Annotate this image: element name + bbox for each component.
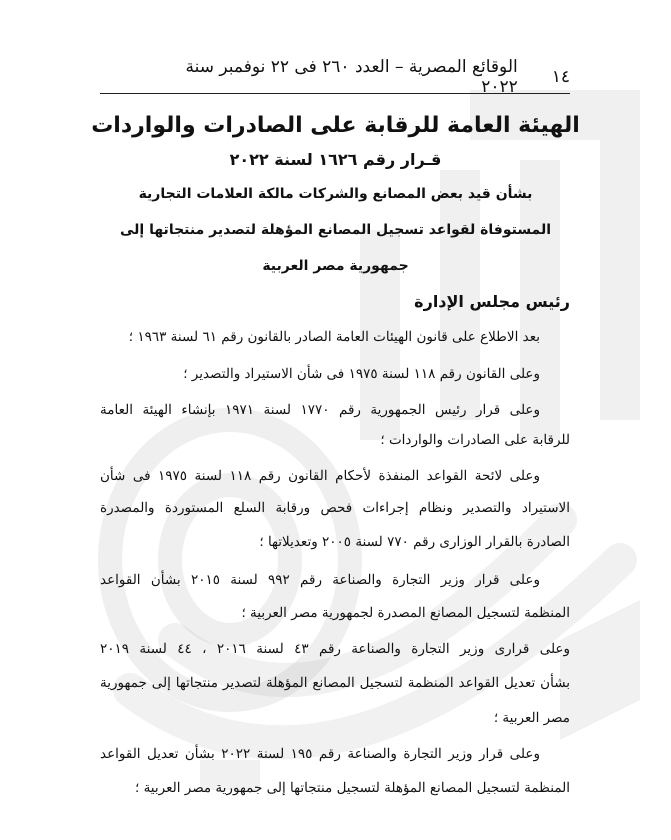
subject-line: المستوفاة لقواعد تسجيل المصانع المؤهلة لتصدير منتجاتها إلى [119,222,552,238]
body-line: بعد الاطلاع على قانون الهيئات العامة الصادر بالقانون رقم ٦١ لسنة ١٩٦٣ ؛ [128,329,540,345]
body-line: وعلى قرار وزير التجارة والصناعة رقم ١٩٥ لسنة ٢٠٢٢ بشأن تعديل القواعد [100,746,540,762]
issuer-heading: رئيس مجلس الإدارة [414,292,570,311]
gazette-issue-title: الوقائع المصرية – العدد ٢٦٠ فى ٢٢ نوفمبر سنة ٢٠٢٢ [185,57,518,97]
body-line: بشأن تعديل القواعد المنظمة لتسجيل المصانع المؤهلة لتصدير منتجاتها إلى جمهورية [100,675,570,691]
body-line: وعلى قرار رئيس الجمهورية رقم ١٧٧٠ لسنة ١٩٧١ بإنشاء الهيئة العامة [100,402,540,418]
authority-title: الهيئة العامة للرقابة على الصادرات والواردات [91,113,580,138]
body-line: وعلى قرارى وزير التجارة والصناعة رقم ٤٣ لسنة ٢٠١٦ ، ٤٤ لسنة ٢٠١٩ [100,641,570,657]
body-line: وعلى القانون رقم ١١٨ لسنة ١٩٧٥ فى شأن الاستيراد والتصدير ؛ [183,366,540,382]
page-number: ١٤ [551,67,570,87]
body-line: للرقابة على الصادرات والواردات ؛ [380,432,570,448]
body-line: المنظمة لتسجيل المصانع المؤهلة لتسجيل منتجاتها إلى جمهورية مصر العربية ؛ [134,780,570,796]
body-line: وعلى لائحة القواعد المنفذة لأحكام القانون رقم ١١٨ لسنة ١٩٧٥ فى شأن [100,468,540,484]
decree-title: قـرار رقم ١٦٢٦ لسنة ٢٠٢٢ [229,150,442,169]
subject-line: بشأن قيد بعض المصانع والشركات مالكة العلامات التجارية [138,186,533,202]
body-line: المنظمة لتسجيل المصانع المصدرة لجمهورية مصر العربية ؛ [241,605,570,621]
body-line: وعلى قرار وزير التجارة والصناعة رقم ٩٩٢ لسنة ٢٠١٥ بشأن القواعد [100,572,540,588]
running-header [150,57,570,97]
body-line: الاستيراد والتصدير ونظام إجراءات فحص ورقابة السلع المستوردة والمصدرة [100,500,570,516]
body-line: مصر العربية ؛ [493,710,570,726]
body-line: الصادرة بالقرار الوزارى رقم ٧٧٠ لسنة ٢٠٠٥ وتعديلاتها ؛ [259,534,570,550]
subject-line: جمهورية مصر العربية [262,258,409,274]
header-divider [100,93,570,94]
